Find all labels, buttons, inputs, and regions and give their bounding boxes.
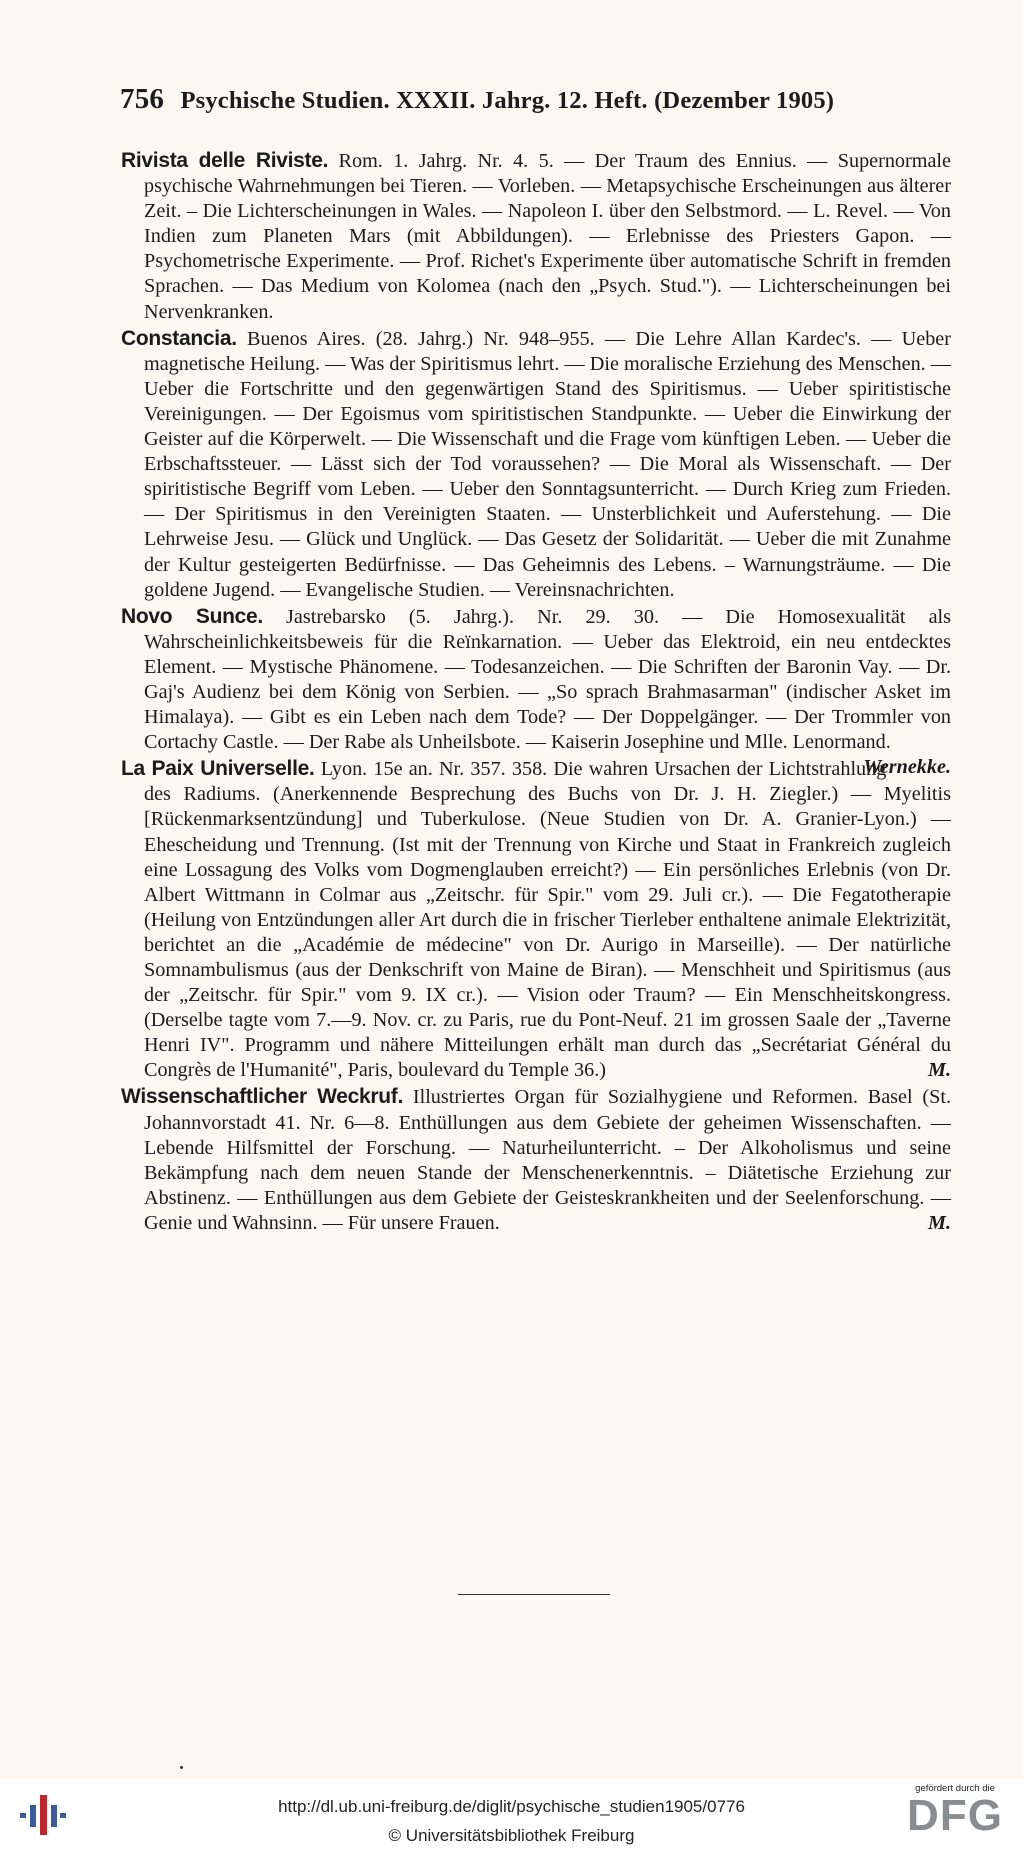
review-entry bbox=[121, 148, 951, 325]
digital-library-footer bbox=[0, 1779, 1023, 1853]
review-entry bbox=[121, 326, 951, 603]
entry-text: Lyon. 15e an. Nr. 357. 358. Die wahren Ursachen der Lichtstrahlung des Radiums. (Anerkennende Besprechung des Buchs von Dr. J. H. Ziegler.) — Myelitis [Rückenmarksentzündung] und Tuberkulose. (Neue Studien von Dr. A. Granier-Lyon.) — Ehescheidung und Trennung. (Ist mit der Trennung von Kirche und Staat in Frankreich zugleich eine Lossagung des Volks vom Dogmenglauben erreicht?) — Ein persönliches Erlebnis (von Dr. Albert Wittmann in Colmar aus „Zeitschr. für Spir." vom 29. Juli cr.). — Die Fegatotherapie (Heilung von Entzündungen aller Art durch die in frischer Tierleber enthaltene animale Elektrizität, berichtet an die „Académie de médecine" von Dr. Aurigo in Marseille). — Der natürliche Somnambulismus (aus der Denkschrift von Maine de Biran). — Menschheit und Spiritismus (aus der „Zeitschr. für Spir." vom 9. IX cr.). — Vision oder Traum? — Ein Menschheitskongress. (Derselbe tagte vom 7.—9. Nov. cr. zu Paris, rue du Pont-Neuf. 21 im grossen Saale der „Taverne Henri IV". Programm und nähere Mitteilungen erhält man durch das „Secrétariat Général du Congrès de l'Humanité", Paris, boulevard du Temple 36.) bbox=[144, 758, 951, 1082]
scan-speck bbox=[180, 1766, 183, 1769]
page-number: 756 bbox=[120, 83, 165, 115]
journal-name: La Paix Universelle. bbox=[121, 757, 315, 781]
journal-name: Novo Sunce. bbox=[121, 604, 263, 628]
journal-name: Wissenschaftlicher Weckruf. bbox=[121, 1085, 404, 1109]
copyright-notice: © Universitätsbibliothek Freiburg bbox=[388, 1826, 635, 1845]
dfg-caption: gefördert durch die bbox=[915, 1783, 995, 1794]
entry-text: Illustriertes Organ für Sozialhygiene und Reformen. Basel (St. Johannvorstadt 41. Nr. 6—8. Enthüllungen aus dem Gebiete der geheimen Wissenschaften. — Lebende Hilfsmittel der Forschung. — Naturheilunterricht. – Der Alkoholismus und seine Bekämpfung nach dem neuen Stande der Menschenerkenntnis. – Diätetische Erziehung zur Abstinenz. — Enthüllungen aus dem Gebiete der Geisteskrankheiten und der Seelenforschung. — Genie und Wahnsinn. — Für unsere Frauen. bbox=[144, 1086, 951, 1234]
review-entry: Wissenschaftlicher Weckruf. Illustriertes Organ für Sozialhygiene und Reformen. Basel (St. Johannvorstadt 41. Nr. 6—8. Enthüllungen aus dem Gebiete der geheimen Wissenschaften. — Lebende Hilfsmittel der Forschung. — Naturheilunterricht. – Der Alkoholismus und seine Bekämpfung nach dem neuen Stande der Menschenerkenntnis. – Diätetische Erziehung zur Abstinenz. — Enthüllungen aus dem Gebiete der Geisteskrankheiten und der Seelenforschung. — Genie und Wahnsinn. — Für unsere Frauen. M. bbox=[121, 1085, 951, 1234]
running-title: Psychische Studien. XXXII. Jahrg. 12. Heft. (Dezember 1905) bbox=[180, 87, 835, 114]
running-header bbox=[120, 83, 960, 116]
reviewer-signature: Wernekke. bbox=[863, 756, 951, 779]
permalink-link[interactable]: http://dl.ub.uni-freiburg.de/diglit/psychische_studien1905/0776 bbox=[278, 1797, 745, 1816]
journal-review-list bbox=[121, 148, 951, 1237]
entry-text: Buenos Aires. (28. Jahrg.) Nr. 948–955. — Die Lehre Allan Kardec's. — Ueber magnetische Heilung. — Was der Spiritismus lehrt. — Die moralische Erziehung des Menschen. — Ueber die Fortschritte und den gegenwärtigen Stand des Spiritismus. — Ueber spiritistische Vereinigungen. — Der Egoismus vom spiritistischen Standpunkte. — Ueber die Einwirkung der Geister auf die Körperwelt. — Die Wissenschaft und die Frage vom künftigen Leben. — Ueber die Erbschaftssteuer. — Lässt sich der Tod voraussehen? — Die Moral als Wissenschaft. — Der spiritistische Begriff vom Leben. — Ueber den Sonntagsunterricht. — Durch Krieg zum Frieden. — Der Spiritismus in den Vereinigten Staaten. — Unsterblichkeit und Auferstehung. — Die Lehrweise Jesu. — Glück und Unglück. — Das Gesetz der Solidarität. — Ueber die mit Zunahme der Kultur gesteigerten Bedürfnisse. — Das Geheimnis des Lebens. – Warnungsträume. — Die goldene Jugend. — Evangelische Studien. — Vereinsnachrichten. bbox=[144, 327, 951, 601]
entry-text: Rom. 1. Jahrg. Nr. 4. 5. — Der Traum des Ennius. — Supernormale psychische Wahrnehmungen bei Tieren. — Vorleben. — Metapsychische Erscheinungen aus älterer Zeit. – Die Lichterscheinungen in Wales. — Napoleon I. über den Selbstmord. — L. Revel. — Von Indien zum Planeten Mars (mit Abbildungen). — Erlebnisse des Priesters Gapon. — Psychometrische Experimente. — Prof. Richet's Experimente über automatische Schrift in fremden Sprachen. — Das Medium von Kolomea (nach den „Psych. Stud."). — Lichterscheinungen bei Nervenkranken. bbox=[144, 150, 951, 323]
journal-name: Constancia. bbox=[121, 326, 237, 350]
review-entry: La Paix Universelle. Lyon. 15e an. Nr. 357. 358. Die wahren Ursachen der Lichtstrahlung des Radiums. (Anerkennende Besprechung des Buchs von Dr. J. H. Ziegler.) — Myelitis [Rückenmarksentzündung] und Tuberkulose. (Neue Studien von Dr. A. Granier-Lyon.) — Ehescheidung und Trennung. (Ist mit der Trennung von Kirche und Staat in Frankreich zugleich eine Lossagung des Volks vom Dogmenglauben erreicht?) — Ein persönliches Erlebnis (von Dr. Albert Wittmann in Colmar aus „Zeitschr. für Spir." vom 29. Juli cr.). — Die Fegatotherapie (Heilung von Entzündungen aller Art durch die in frischer Tierleber enthaltene animale Elektrizität, berichtet an die „Académie de médecine" von Dr. Aurigo in Marseille). — Der natürliche Somnambulismus (aus der Denkschrift von Maine de Biran). — Menschheit und Spiritismus (aus der „Zeitschr. für Spir." vom 9. IX cr.). — Vision oder Traum? — Ein Menschheitskongress. (Derselbe tagte vom 7.—9. Nov. cr. zu Paris, rue du Pont-Neuf. 21 im grossen Saale der „Taverne Henri IV". Programm und nähere Mitteilungen erhält man durch das „Secrétariat Général du Congrès de l'Humanité", Paris, boulevard du Temple 36.) M. bbox=[121, 757, 951, 1082]
end-rule bbox=[458, 1594, 610, 1595]
dfg-logo-icon bbox=[899, 1783, 1011, 1838]
journal-name: Rivista delle Riviste. bbox=[121, 149, 329, 172]
entry-text: Jastrebarsko (5. Jahrg.). Nr. 29. 30. — Die Homosexualität als Wahrscheinlichkeitsbeweis für die Reïnkarnation. — Ueber das Elektroid, ein neu entdecktes Element. — Mystische Phänomene. — Todesanzeichen. — Die Schriften der Baronin Vay. — Dr. Gaj's Audienz bei dem König von Serbien. — „So sprach Brahmasarman" (indischer Asket im Himalaya). — Gibt es ein Leben nach dem Tode? — Der Doppelgänger. — Der Trommler von Cortachy Castle. — Der Rabe als Unheilsbote. — Kaiserin Josephine und Mlle. Lenormand. bbox=[144, 605, 951, 754]
dfg-wordmark: DFG bbox=[907, 1791, 1003, 1840]
